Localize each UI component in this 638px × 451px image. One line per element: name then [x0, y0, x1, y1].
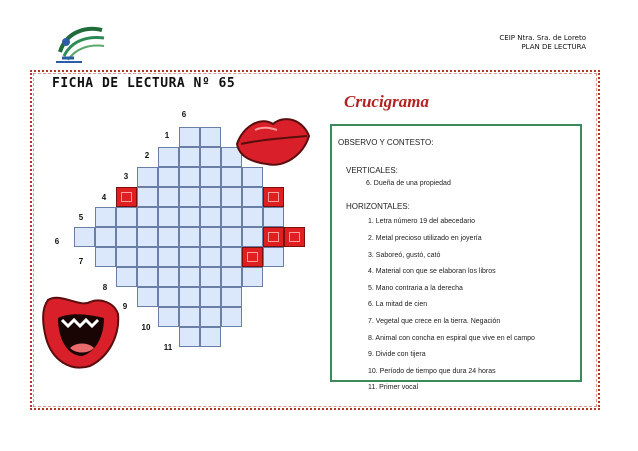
crossword-cell[interactable]: [179, 127, 200, 147]
crossword-cell[interactable]: [200, 247, 221, 267]
crossword-cell[interactable]: [200, 147, 221, 167]
clues-heading: OBSERVO Y CONTESTO:: [338, 138, 434, 147]
plan-label: PLAN DE LECTURA: [521, 43, 586, 51]
crossword-cell[interactable]: [242, 167, 263, 187]
crossword-cell[interactable]: [116, 247, 137, 267]
crossword-cell[interactable]: [137, 267, 158, 287]
black-cell[interactable]: [242, 247, 263, 267]
crossword-cell[interactable]: [179, 287, 200, 307]
black-cell[interactable]: [263, 187, 284, 207]
crossword-cell[interactable]: [179, 227, 200, 247]
crossword-cell[interactable]: [74, 227, 95, 247]
grid-number: 6: [54, 237, 60, 246]
crossword-cell[interactable]: [263, 207, 284, 227]
crossword-cell[interactable]: [95, 207, 116, 227]
grid-number: 1: [164, 131, 170, 140]
clue-horizontal-7: 7. Vegetal que crece en la tierra. Negación: [368, 318, 501, 325]
crossword-cell[interactable]: [158, 187, 179, 207]
crossword-cell[interactable]: [221, 287, 242, 307]
crossword-cell[interactable]: [158, 247, 179, 267]
crossword-cell[interactable]: [158, 267, 179, 287]
crossword-cell[interactable]: [116, 207, 137, 227]
crossword-cell[interactable]: [200, 187, 221, 207]
school-header: [499, 34, 586, 52]
crossword-cell[interactable]: [137, 287, 158, 307]
crossword-cell[interactable]: [116, 267, 137, 287]
clue-horizontal-5: 5. Mano contraria a la derecha: [368, 285, 463, 292]
crossword-cell[interactable]: [95, 227, 116, 247]
crossword-cell[interactable]: [200, 307, 221, 327]
crossword-cell[interactable]: [158, 287, 179, 307]
black-cell[interactable]: [263, 227, 284, 247]
crossword-cell[interactable]: [158, 307, 179, 327]
clue-horizontal-8: 8. Animal con concha en espiral que vive en el campo: [368, 335, 535, 342]
crossword-cell[interactable]: [200, 267, 221, 287]
crossword-cell[interactable]: [95, 247, 116, 267]
clue-horizontal-10: 10. Período de tiempo que dura 24 horas: [368, 368, 496, 375]
crossword-cell[interactable]: [179, 327, 200, 347]
verticales-label: VERTICALES:: [346, 166, 398, 175]
crossword-cell[interactable]: [137, 187, 158, 207]
clue-horizontal-4: 4. Material con que se elaboran los libros: [368, 268, 496, 275]
horizontales-label: HORIZONTALES:: [346, 202, 410, 211]
crossword-cell[interactable]: [200, 327, 221, 347]
grid-number: 3: [123, 172, 129, 181]
clue-horizontal-6: 6. La mitad de cien: [368, 301, 428, 308]
clue-horizontal-1: 1. Letra número 19 del abecedario: [368, 218, 476, 225]
crossword-cell[interactable]: [179, 267, 200, 287]
clues-panel: [330, 124, 582, 391]
crossword-cell[interactable]: [200, 207, 221, 227]
ficha-label: FICHA DE LECTURA Nº 65: [52, 76, 236, 91]
clue-horizontal-11: 11. Primer vocal: [368, 384, 419, 391]
crossword-cell[interactable]: [242, 267, 263, 287]
crossword-cell[interactable]: [179, 167, 200, 187]
crossword-cell[interactable]: [116, 227, 137, 247]
grid-number: 2: [144, 151, 150, 160]
crossword-cell[interactable]: [221, 187, 242, 207]
crossword-cell[interactable]: [158, 227, 179, 247]
clue-horizontal-2: 2. Metal precioso utilizado en joyería: [368, 235, 482, 242]
crossword-cell[interactable]: [263, 247, 284, 267]
crossword-cell[interactable]: [137, 167, 158, 187]
clue-horizontal-9: 9. Divide con tijera: [368, 351, 426, 358]
grid-number: 6: [181, 110, 187, 119]
crossword-cell[interactable]: [179, 207, 200, 227]
crossword-cell[interactable]: [158, 147, 179, 167]
black-cell[interactable]: [116, 187, 137, 207]
crossword-cell[interactable]: [221, 267, 242, 287]
grid-number: 8: [102, 283, 108, 292]
grid-number: 7: [78, 257, 84, 266]
grid-number: 10: [141, 323, 151, 332]
lips-icon: [233, 112, 313, 170]
crossword-cell[interactable]: [179, 307, 200, 327]
grid-number: 5: [78, 213, 84, 222]
crossword-cell[interactable]: [179, 247, 200, 267]
crossword-cell[interactable]: [137, 207, 158, 227]
school-logo-icon: [52, 22, 108, 66]
crossword-cell[interactable]: [221, 227, 242, 247]
crossword-cell[interactable]: [200, 287, 221, 307]
crossword-cell[interactable]: [200, 227, 221, 247]
crossword-cell[interactable]: [137, 227, 158, 247]
crossword-cell[interactable]: [242, 207, 263, 227]
crossword-cell[interactable]: [221, 207, 242, 227]
clue-vertical-6: 6. Dueña de una propiedad: [366, 180, 451, 187]
grid-number: 9: [122, 302, 128, 311]
crossword-cell[interactable]: [242, 187, 263, 207]
crossword-cell[interactable]: [158, 207, 179, 227]
crossword-cell[interactable]: [221, 307, 242, 327]
crossword-cell[interactable]: [221, 247, 242, 267]
school-name: CEIP Ntra. Sra. de Loreto: [499, 34, 586, 42]
crossword-cell[interactable]: [179, 187, 200, 207]
black-cell[interactable]: [284, 227, 305, 247]
open-mouth-icon: [40, 290, 122, 372]
crossword-cell[interactable]: [200, 127, 221, 147]
crossword-cell[interactable]: [137, 247, 158, 267]
crossword-cell[interactable]: [179, 147, 200, 167]
crossword-cell[interactable]: [158, 167, 179, 187]
crossword-cell[interactable]: [200, 167, 221, 187]
grid-number: 11: [163, 343, 173, 352]
clue-horizontal-3: 3. Saboreó, gustó, cató: [368, 252, 441, 259]
crossword-cell[interactable]: [221, 167, 242, 187]
grid-number: 4: [101, 193, 107, 202]
crossword-cell[interactable]: [242, 227, 263, 247]
page-title: Crucigrama: [344, 92, 430, 111]
